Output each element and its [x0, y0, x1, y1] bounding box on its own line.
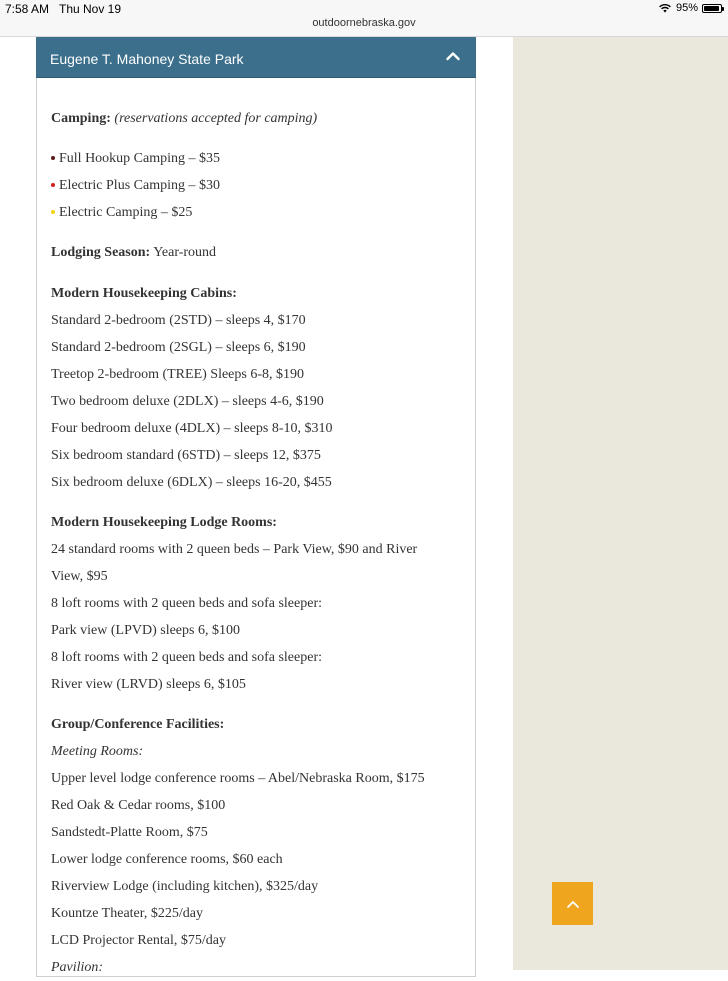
lodge-rooms-heading: Modern Housekeeping Lodge Rooms: — [51, 515, 277, 530]
meeting-rooms-subheading: Meeting Rooms: — [51, 744, 144, 759]
chevron-up-icon — [566, 899, 580, 909]
list-item: 8 loft rooms with 2 queen beds and sofa sleeper: — [51, 596, 322, 611]
list-item: Sandstedt-Platte Room, $75 — [51, 825, 208, 840]
cabins-heading: Modern Housekeeping Cabins: — [51, 286, 237, 301]
camping-note: (reservations accepted for camping) — [114, 111, 318, 126]
list-item: Six bedroom standard (6STD) – sleeps 12, $375 — [51, 448, 321, 463]
right-sidebar — [513, 37, 728, 970]
list-item: LCD Projector Rental, $75/day — [51, 933, 226, 948]
bullet-icon — [51, 156, 55, 160]
list-item: Upper level lodge conference rooms – Abel/Nebraska Room, $175 — [51, 771, 425, 786]
list-item: 8 loft rooms with 2 queen beds and sofa sleeper: — [51, 650, 322, 665]
lodging-season-line — [51, 239, 216, 266]
group-heading: Group/Conference Facilities: — [51, 717, 225, 732]
list-item: Full Hookup Camping – $35 — [51, 145, 220, 172]
status-date: Thu Nov 19 — [59, 2, 122, 16]
lodging-heading: Lodging Season: — [51, 245, 151, 260]
list-item: Standard 2-bedroom (2STD) – sleeps 4, $170 — [51, 313, 306, 328]
list-item: View, $95 — [51, 569, 108, 584]
wifi-icon — [658, 3, 672, 13]
scroll-to-top-button[interactable] — [552, 882, 593, 925]
status-indicators — [658, 2, 722, 14]
bullet-icon — [51, 210, 55, 214]
list-item: Kountze Theater, $225/day — [51, 906, 203, 921]
address-bar-url[interactable]: outdoornebraska.gov — [312, 17, 416, 29]
list-item: Four bedroom deluxe (4DLX) – sleeps 8-10, $310 — [51, 421, 333, 436]
list-item: River view (LRVD) sleeps 6, $105 — [51, 677, 246, 692]
list-item: Electric Camping – $25 — [51, 199, 192, 226]
list-item: Standard 2-bedroom (2SGL) – sleeps 6, $190 — [51, 340, 306, 355]
camping-heading: Camping: — [51, 111, 111, 126]
list-item: Electric Plus Camping – $30 — [51, 172, 220, 199]
status-bar — [0, 0, 728, 37]
status-time: 7:58 AM — [5, 2, 50, 16]
list-item: Park view (LPVD) sleeps 6, $100 — [51, 623, 240, 638]
accordion-header[interactable] — [36, 37, 476, 78]
list-item: Lower lodge conference rooms, $60 each — [51, 852, 283, 867]
lodging-value: Year-round — [153, 245, 217, 260]
list-item: Red Oak & Cedar rooms, $100 — [51, 798, 226, 813]
pavilion-subheading: Pavilion: — [51, 960, 104, 975]
chevron-up-icon[interactable] — [446, 51, 460, 61]
list-item: Six bedroom deluxe (6DLX) – sleeps 16-20, $455 — [51, 475, 332, 490]
battery-icon — [702, 4, 722, 13]
list-item: 24 standard rooms with 2 queen beds – Park View, $90 and River — [51, 542, 418, 557]
bullet-icon — [51, 183, 55, 187]
camping-line — [51, 105, 317, 132]
accordion-title: Eugene T. Mahoney State Park — [50, 51, 244, 67]
list-item: Riverview Lodge (including kitchen), $325/day — [51, 879, 319, 894]
list-item: Two bedroom deluxe (2DLX) – sleeps 4-6, $190 — [51, 394, 324, 409]
list-item: Treetop 2-bedroom (TREE) Sleeps 6-8, $190 — [51, 367, 304, 382]
battery-percent: 95% — [675, 2, 698, 14]
